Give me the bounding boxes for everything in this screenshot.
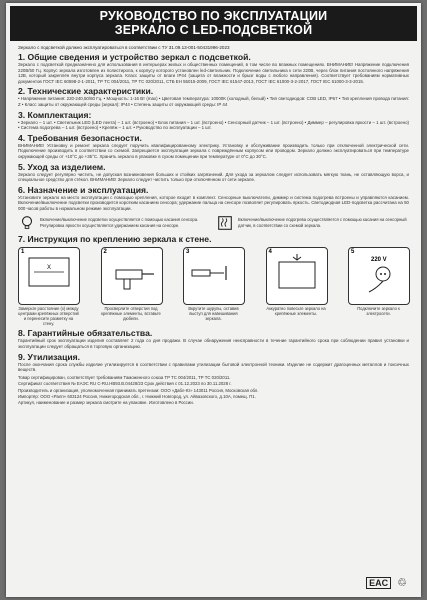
section-title: 9. Утилизация. — [18, 351, 81, 362]
section-title: 5. Уход за изделием. — [18, 161, 106, 172]
title-banner — [10, 6, 417, 41]
step-illustration — [18, 247, 80, 305]
recycle-icon: ♲ — [397, 577, 407, 589]
section-body: ВНИМАНИЕ! Установку и ремонт зеркала следует поручить квалифицированному электрику. Установку и обслуживание производить только при отключенной электрической сети. Подключение производить в соответствии со схемой. Запрещается эксплуатация зеркала с повреждённым корпусом или проводом. Зеркало должно эксплуатироваться при температуре окружающей среды от +10°С до +35°С. Хранить зеркало в упаковке в сухом помещении при температуре от 0°С до 30°С. — [18, 142, 409, 159]
install-step-4 — [266, 247, 327, 327]
step-caption: Аккуратно повесьте зеркало на крепёжные элементы. — [266, 305, 326, 316]
bulb-icon — [18, 214, 36, 232]
measure-icon — [19, 248, 79, 304]
step-caption: Подключите зеркало к электросети. — [357, 305, 400, 316]
hang-mirror-icon — [267, 248, 327, 304]
section-contents — [18, 110, 409, 131]
step-number: 1 — [21, 248, 25, 255]
footer-line: Товар сертифицирован, соответствует требованиям Таможенного союза ТР ТС 004/2011, ТР ТС 020/2011. — [18, 374, 231, 380]
heat-mode — [216, 214, 409, 232]
section-general — [18, 52, 409, 84]
step-number: 2 — [103, 248, 107, 255]
title-line-2: ЗЕРКАЛО С LED-ПОДСВЕТКОЙ — [114, 23, 313, 37]
install-steps — [18, 247, 409, 327]
socket-plug-icon — [349, 248, 409, 304]
section-body: Гарантийный срок эксплуатации изделия составляет 2 года со дня продажи. В случае обнаружения неисправности в течение гарантийного срока при соблюдении правил установки и эксплуатации следует обращаться в торговую организацию. — [18, 338, 409, 349]
step-number: 4 — [268, 248, 272, 255]
section-specs — [18, 86, 409, 107]
section-title: 8. Гарантийные обязательства. — [18, 328, 153, 339]
x-mark: X — [47, 264, 52, 271]
install-step-5 — [348, 247, 409, 327]
mode-row — [18, 214, 409, 232]
step-illustration — [348, 247, 410, 305]
section-body: • Зеркало – 1 шт. • Светильник LED (LED лента) – 1 шт. (встроено) • Блок питания – 1 шт. (встроено) • Сенсорный датчик – 1 шт. (встроено) • Диммер – регулировка яркости – 1 шт. (встроено) • Система подогрева – 1 шт. (встроено) • Крепёж – 1 шт. • Руководство по эксплуатации – 1 шт. — [18, 119, 409, 131]
step-caption: Просверлите отверстия под крепёжные элементы, вставьте дюбели. — [101, 305, 161, 321]
certification-marks — [366, 576, 407, 589]
section-usage — [18, 185, 409, 212]
section-body: Зеркало с подсветкой предназначено для использования в интерьерах жилых и общественных помещений, в том числе во влажных помещениях. ВНИМАНИЕ! Напряжение подключения 220В/50 Гц. Корпус зеркала изготовлен из полистирола, к корпусу которого установлен led-светильник. Подключение светильника к сети 220В, через блок питания постоянного напряжения 12В, который закреплён внутри корпуса зеркала. Класс защиты от влаги IP44 (защита от влажности и брызг воды с любого направления). Соответствует требованиям нормативных документов ГОСТ IEC 60598-2-1-2011, ТР ТС 004/2011, ТР ТС 020/2011, СТБ ЕН 55015-2009, ГОСТ IEC 61547-2013, ГОСТ IEC 61000-3-2-2017, ГОСТ IEC 61000-3-3-2015. — [18, 62, 409, 84]
section-body: Зеркало следует регулярно чистить, не допуская возникновения больших и стойких загрязнений. Для ухода за зеркалом следует использовать мягкую ткань, не оставляющую ворса, и специальное средство для стёкол. ВНИМАНИЕ! Зеркало следует чистить только при отключённом от сети зеркале. — [18, 171, 409, 183]
step-caption: Замерьте расстояние (x) между центрами крепёжных отверстий и перенесите разметку на стену. — [18, 305, 79, 327]
light-mode-text: Включение/выключение подсветки осуществляется с помощью касания сенсора. Регулировка яркости осуществляется удержанием касания на сенсоре. — [40, 217, 199, 228]
section-body: • Напряжение питания: 220-240,50/60 Гц. • Мощность: 1-16 Вт (max) • Цветовая температура: 10000К (холодный, белый) • Тип светодиодов: COB LED, IP67 • Тип крепления провода питания: Z • Класс защиты от окружающей среды (зеркал): IP44 • Степень защиты от окружающей среды: IP 44 — [18, 96, 409, 107]
step-number: 5 — [351, 248, 355, 255]
footer-line: Импортёр: ООО «Ралп» 603124 Россия, Нижегородская обл., г. Нижний Новгород, ул. Айвазовского, д.10А, помещ. П1. — [18, 393, 256, 399]
footer-line: Артикул, наименование и размер зеркала смотрите на упаковке. Изготовлено в России. — [18, 400, 194, 406]
instruction-sheet — [6, 3, 421, 597]
heating-icon — [216, 214, 234, 232]
step-illustration — [266, 247, 328, 305]
step-number: 3 — [186, 248, 190, 255]
section-body: После окончания срока службы изделие утилизируется в соответствии с правилами утилизации бытовой электронной техники. Изделие не содержит драгоценных металлов и токсичных веществ. — [18, 361, 409, 373]
drill-icon — [102, 248, 162, 304]
intro-line: Зеркало с подсветкой должно эксплуатироваться в соответствии с ТУ 31.09.13-001-50431996-2023 — [18, 45, 230, 50]
section-title: 6. Назначение и эксплуатация. — [18, 184, 149, 195]
eac-mark: EAC — [366, 577, 391, 589]
title-line-1: РУКОВОДСТВО ПО ЭКСПЛУАТАЦИИ — [99, 9, 328, 23]
section-install — [18, 234, 409, 244]
section-care — [18, 162, 409, 183]
section-title: 3. Комплектация: — [18, 109, 92, 120]
step-caption: Вкрутите шурупы, оставив выступ для навешивания зеркала. — [188, 305, 239, 321]
step-illustration — [183, 247, 245, 305]
install-step-2 — [101, 247, 162, 327]
section-title: 4. Требования безопасности. — [18, 132, 142, 143]
footer-line: Сертификат соответствия № ЕАЭС RU С-RU.НВ93.В.04428/23 Срок действия с 01.12.2023 по 30.11.2028 г. — [18, 381, 232, 387]
section-title: 7. Инструкция по креплению зеркала к стене. — [18, 233, 212, 244]
section-title: 1. Общие сведения и устройство зеркал с подсветкой. — [18, 52, 251, 62]
legal-footer — [18, 375, 409, 406]
footer-line: Производитель и организация, уполномоченная принимать претензии: ООО «Дабл-Ю» 143011 Россия, Московская обл. — [18, 387, 259, 393]
voltage-label: 220 V — [371, 256, 387, 263]
light-mode — [18, 214, 211, 232]
section-body: Установите зеркало на место эксплуатации с помощью крепления, которое входит в комплект. Сенсорные выключатели, диммер и система подогрева встроены и управляются касанием. Включение/выключение подсветки производится коротким касанием сенсора; удержание пальца на сенсоре позволяет регулировать яркость. Светодиодная LED-подсветка рассчитана на 50 000 часов работы в нормальном режиме эксплуатации. — [18, 194, 409, 211]
section-warranty — [18, 328, 409, 349]
section-title: 2. Технические характеристики. — [18, 86, 154, 97]
section-safety — [18, 133, 409, 160]
section-disposal — [18, 352, 409, 373]
step-illustration — [101, 247, 163, 305]
screwdriver-icon — [184, 248, 244, 304]
install-step-1 — [18, 247, 79, 327]
install-step-3 — [183, 247, 244, 327]
heat-mode-text: Включение/выключение подогрева осуществляется с помощью касания на сенсорный датчик, в соответствии со схемой зеркала. — [238, 217, 407, 228]
